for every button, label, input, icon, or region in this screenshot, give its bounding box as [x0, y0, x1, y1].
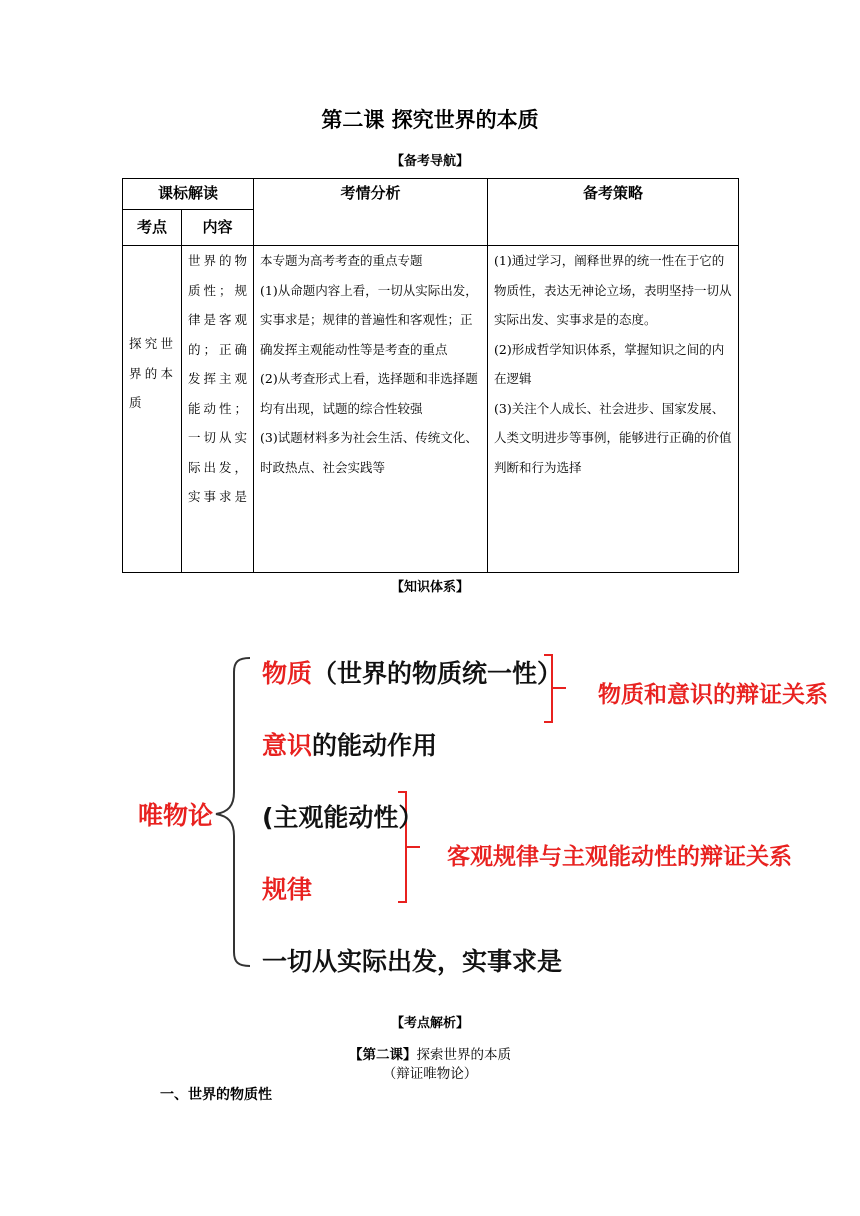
relation-law-subjective: 客观规律与主观能动性的辩证关系: [447, 844, 792, 870]
node-law: 规律: [262, 875, 313, 904]
header-point: 考点: [123, 210, 182, 246]
strategy-line: (1)通过学习，阐释世界的统一性在于它的物质性，表达无神论立场，表明坚持一切从实际出发、实事求是的态度。: [494, 253, 732, 327]
page-title: 第二课 探究世界的本质: [321, 108, 539, 132]
header-exam-analysis: 考情分析: [254, 179, 488, 246]
strategy-line: (2)形成哲学知识体系，掌握知识之间的内在逻辑: [494, 341, 725, 386]
header-curriculum: 课标解读: [123, 179, 254, 210]
node-seek-truth: 一切从实际出发，实事求是: [262, 947, 563, 976]
node-matter: [262, 654, 562, 690]
analysis-heading: 【考点解析】: [390, 1016, 469, 1031]
analysis-line: (2)从考查形式上看，选择题和非选择题均有出现，试题的综合性较强: [260, 371, 478, 416]
section-one-heading: 一、世界的物质性: [160, 1087, 272, 1103]
cell-content: 世界的物质性；规律是客观的；正确发挥主观能动性；一切从实际出发，实事求是: [182, 246, 254, 573]
header-content: 内容: [182, 210, 254, 246]
nav-heading: 【备考导航】: [390, 154, 469, 169]
node-matter-black: （世界的物质统一性）: [312, 659, 563, 688]
node-consciousness: [262, 726, 437, 762]
relation-matter-consciousness: 物质和意识的辩证关系: [598, 682, 828, 708]
lesson-title-bold: 【第二课】: [349, 1047, 417, 1063]
node-subjective: (主观能动性）: [262, 803, 424, 832]
cell-strategy: [488, 246, 739, 573]
lesson-subtitle: （辩证唯物论）: [382, 1066, 478, 1082]
node-matter-red: 物质: [262, 659, 313, 688]
analysis-line: 本专题为高考考查的重点专题: [260, 253, 423, 268]
analysis-line: (3)试题材料多为社会生活、传统文化、时政热点、社会实践等: [260, 430, 478, 475]
main-brace: [216, 658, 250, 966]
node-consciousness-red: 意识: [262, 731, 313, 760]
strategy-line: (3)关注个人成长、社会进步、国家发展、人类文明进步等事例，能够进行正确的价值判断和行为选择: [494, 400, 732, 475]
lesson-title-rest: 探索世界的本质: [416, 1047, 511, 1063]
node-consciousness-black: 的能动作用: [312, 731, 438, 760]
knowledge-map: [0, 600, 860, 1000]
exam-guide-table: [122, 178, 739, 573]
root-node: 唯物论: [138, 801, 214, 830]
cell-point: 探究世界的本质: [123, 246, 182, 573]
cell-analysis: [254, 246, 488, 573]
lesson-title: [0, 1043, 860, 1063]
header-strategy: 备考策略: [488, 179, 739, 246]
analysis-line: (1)从命题内容上看，一切从实际出发，实事求是；规律的普遍性和客观性；正确发挥主观能动性等是考查的重点: [260, 282, 478, 357]
knowledge-heading: 【知识体系】: [390, 580, 469, 595]
